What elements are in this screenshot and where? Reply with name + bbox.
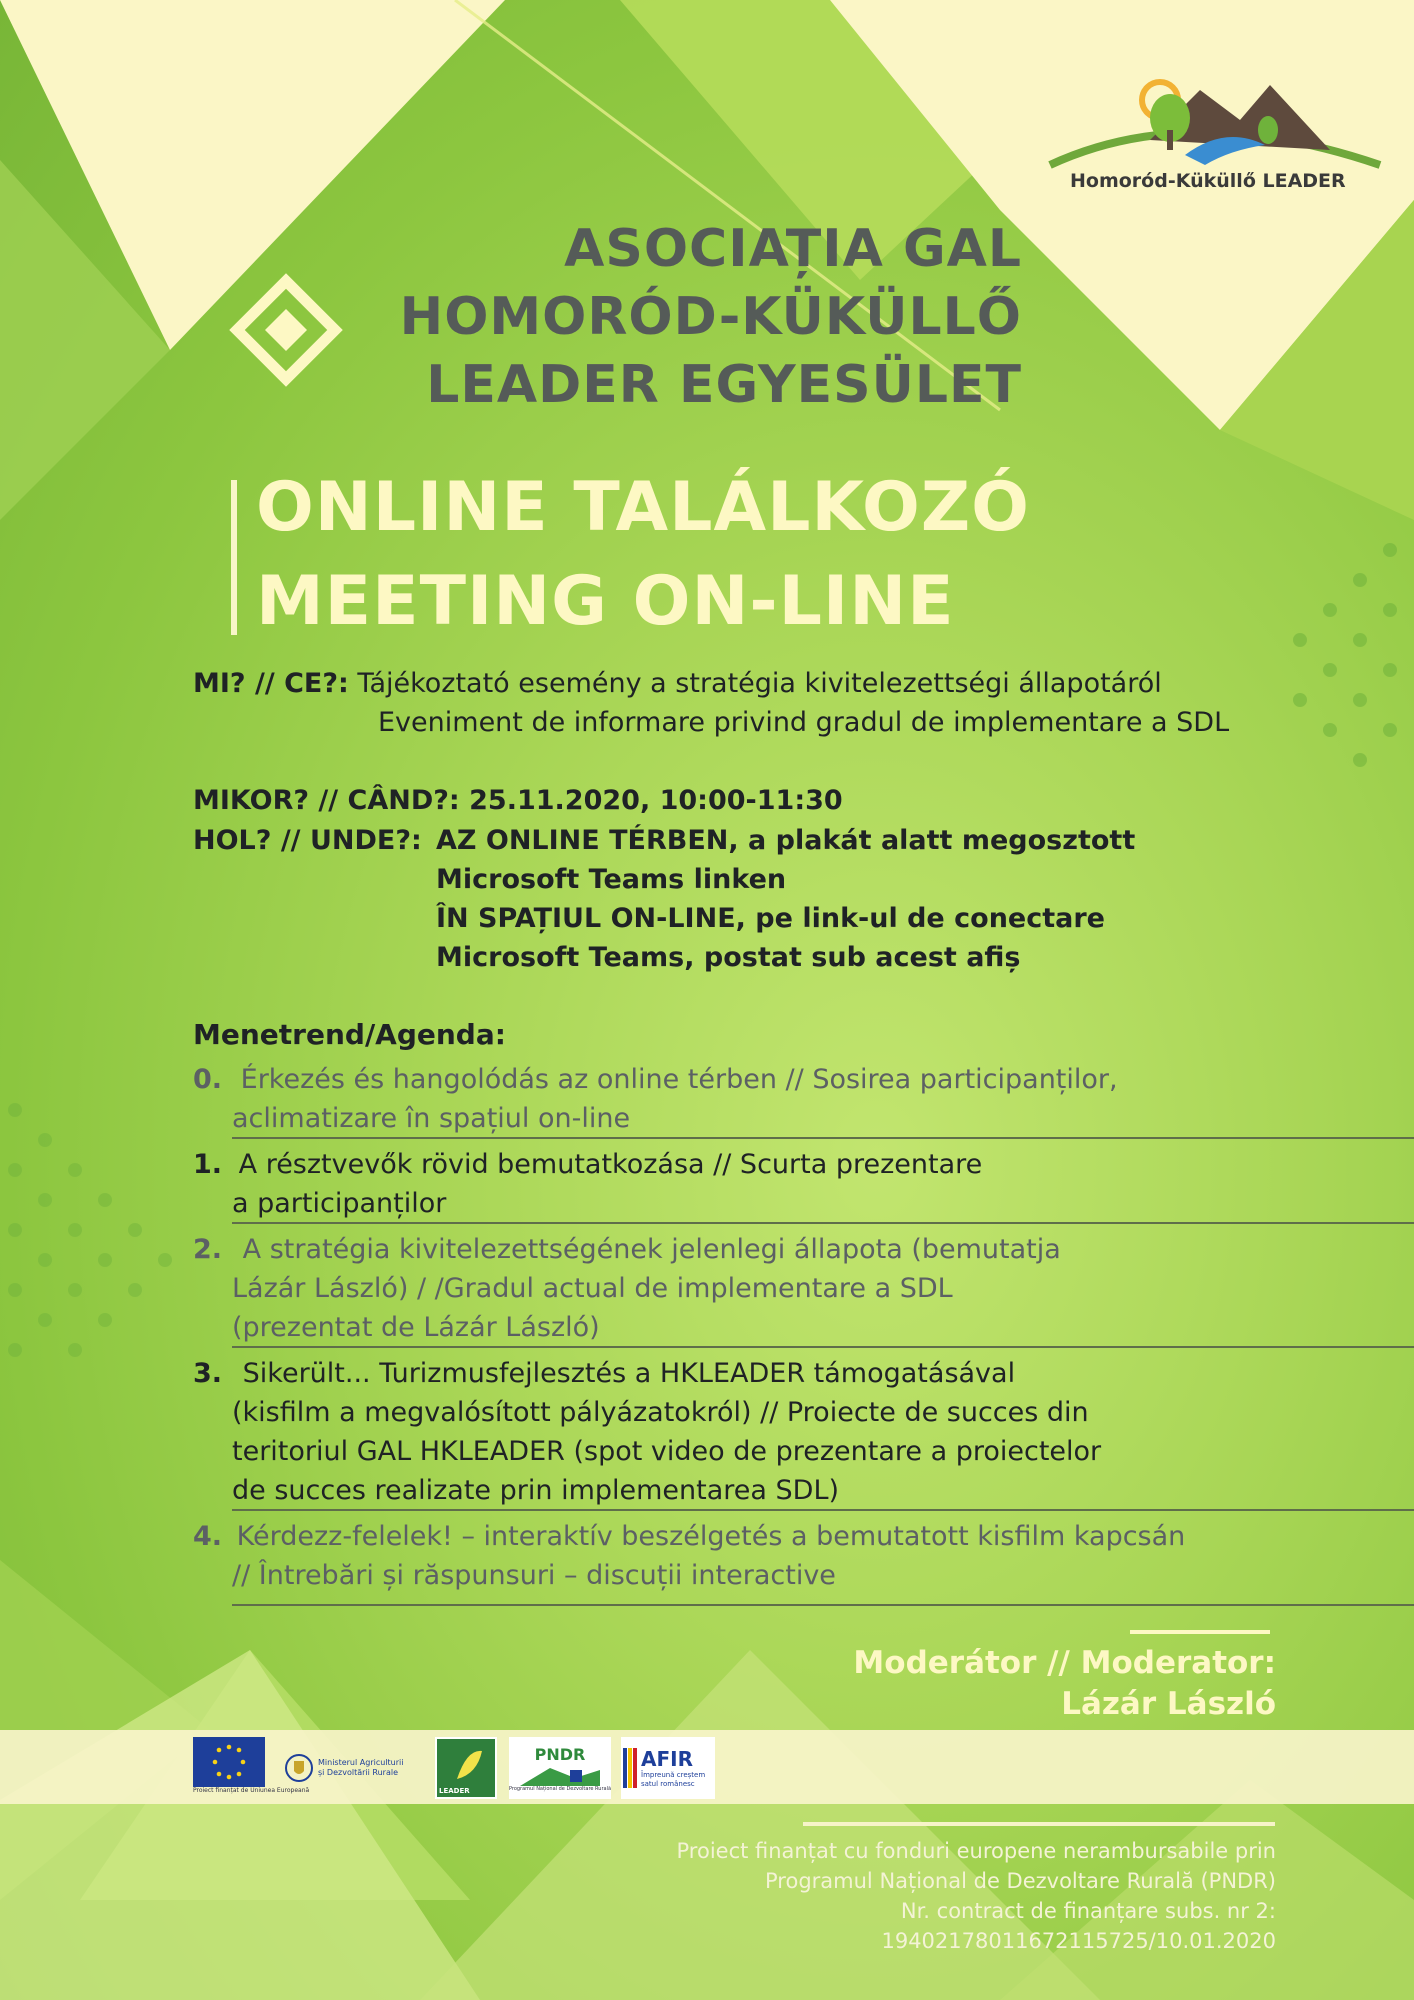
agenda-item-number: 1. [193, 1149, 223, 1180]
agenda-item-text: a participanților [232, 1188, 447, 1219]
agenda-item-number: 0. [193, 1064, 223, 1095]
pndr-logo [509, 1737, 611, 1799]
when-label: MIKOR? // CÂND?: [193, 785, 460, 816]
where-line-3: ÎN SPAȚIUL ON-LINE, pe link-ul de conectare [436, 903, 1105, 934]
moderator-name: Lázár László [1061, 1686, 1276, 1722]
what-label: MI? // CE?: [193, 668, 349, 699]
moderator-label: Moderátor // Moderator: [853, 1645, 1276, 1681]
footer-line-2: Programul Național de Dezvoltare Rurală (PNDR) [765, 1869, 1276, 1893]
agenda-heading: Menetrend/Agenda: [193, 1018, 506, 1051]
agenda-item-2 [193, 1230, 1061, 1269]
leader-logo [435, 1737, 497, 1799]
agenda-item-number: 2. [193, 1234, 223, 1265]
afir-caption: Împreună creștem satul românesc [641, 1771, 706, 1788]
divider [232, 1137, 1414, 1139]
agenda-item-text: Kérdezz-felelek! – interaktív beszélgetés a bemutatott kisfilm kapcsán [236, 1521, 1186, 1552]
afir-logo [621, 1737, 715, 1799]
agenda-item-number: 3. [193, 1358, 223, 1389]
afir-text: AFIR [641, 1747, 693, 1771]
divider [232, 1346, 1414, 1348]
agenda-item-0 [193, 1060, 1118, 1099]
divider [232, 1509, 1414, 1511]
afir-wheat-icon [621, 1743, 639, 1793]
agenda-item-text: teritoriul GAL HKLEADER (spot video de prezentare a proiectelor [232, 1436, 1102, 1467]
ministry-name: Ministerul Agriculturii și Dezvoltării Rurale [318, 1758, 404, 1777]
org-line-1: ASOCIAȚIA GAL [564, 219, 1022, 279]
agenda-item-text: (kisfilm a megvalósított pályázatokról) // Proiecte de succes din [232, 1397, 1089, 1428]
footer-line-4: 19402178011672115725/10.01.2020 [881, 1929, 1276, 1953]
agenda-item-text: A stratégia kivitelezettségének jelenlegi állapota (bemutatja [242, 1234, 1061, 1265]
title-accent-bar [231, 480, 237, 635]
what-row [193, 664, 1162, 703]
agenda-item-text: aclimatizare în spațiul on-line [232, 1103, 631, 1134]
where-label: HOL? // UNDE?: [193, 825, 422, 856]
agenda-item-text: Érkezés és hangolódás az online térben // Sosirea participanților, [240, 1064, 1118, 1095]
divider [232, 1222, 1414, 1224]
homorod-kukullo-logo [1010, 70, 1390, 175]
pndr-text: PNDR [534, 1744, 586, 1764]
agenda-item-text: Lázár László) / /Gradul actual de implementare a SDL [232, 1273, 953, 1304]
what-ro: Eveniment de informare privind gradul de implementare a SDL [378, 707, 1230, 738]
agenda-item-number: 4. [193, 1521, 223, 1552]
agenda-item-4 [193, 1517, 1185, 1556]
agenda-item-text: A résztvevők rövid bemutatkozása // Scurta prezentare [238, 1149, 983, 1180]
org-line-3: LEADER EGYESÜLET [426, 355, 1022, 415]
what-hu: Tájékoztató esemény a stratégia kivitelezettségi állapotáról [357, 668, 1162, 699]
footer-line-1: Proiect finanțat cu fonduri europene nerambursabile prin [676, 1839, 1276, 1863]
ministry-logo [284, 1737, 414, 1799]
coat-of-arms-icon [284, 1753, 314, 1783]
pndr-caption: Programul Național de Dezvoltare Rurală [508, 1785, 612, 1792]
divider [232, 1604, 1414, 1606]
agenda-item-text: Sikerült... Turizmusfejlesztés a HKLEADER támogatásával [242, 1358, 1016, 1389]
org-line-2: HOMORÓD-KÜKÜLLŐ [399, 287, 1022, 347]
when-value: 25.11.2020, 10:00-11:30 [469, 785, 843, 816]
footer-line-3: Nr. contract de finanțare subs. nr 2: [900, 1899, 1276, 1923]
leader-text: LEADER [439, 1787, 470, 1795]
agenda-item-1 [193, 1145, 982, 1184]
agenda-item-text: de succes realizate prin implementarea SDL) [232, 1475, 840, 1506]
agenda-item-text: // Întrebări și răspunsuri – discuții interactive [232, 1560, 836, 1591]
where-line-4: Microsoft Teams, postat sub acest afiș [436, 942, 1021, 973]
when-row [193, 781, 843, 820]
agenda-item-3 [193, 1354, 1015, 1393]
title-line-1: ONLINE TALÁLKOZÓ [256, 468, 1030, 547]
where-line-1: AZ ONLINE TÉRBEN, a plakát alatt megosztott [436, 825, 1136, 856]
footer-accent-bar [803, 1822, 1275, 1826]
title-line-2: MEETING ON-LINE [256, 562, 955, 641]
eu-caption: Proiect finanțat de Uniunea Europeană [193, 1787, 310, 1794]
moderator-accent-bar [1130, 1630, 1270, 1634]
agenda-item-text: (prezentat de Lázár László) [232, 1312, 600, 1343]
pndr-landscape-icon [520, 1764, 600, 1786]
where-line-2: Microsoft Teams linken [436, 864, 787, 895]
logo-name: Homoród-Küküllő LEADER [1070, 170, 1346, 192]
